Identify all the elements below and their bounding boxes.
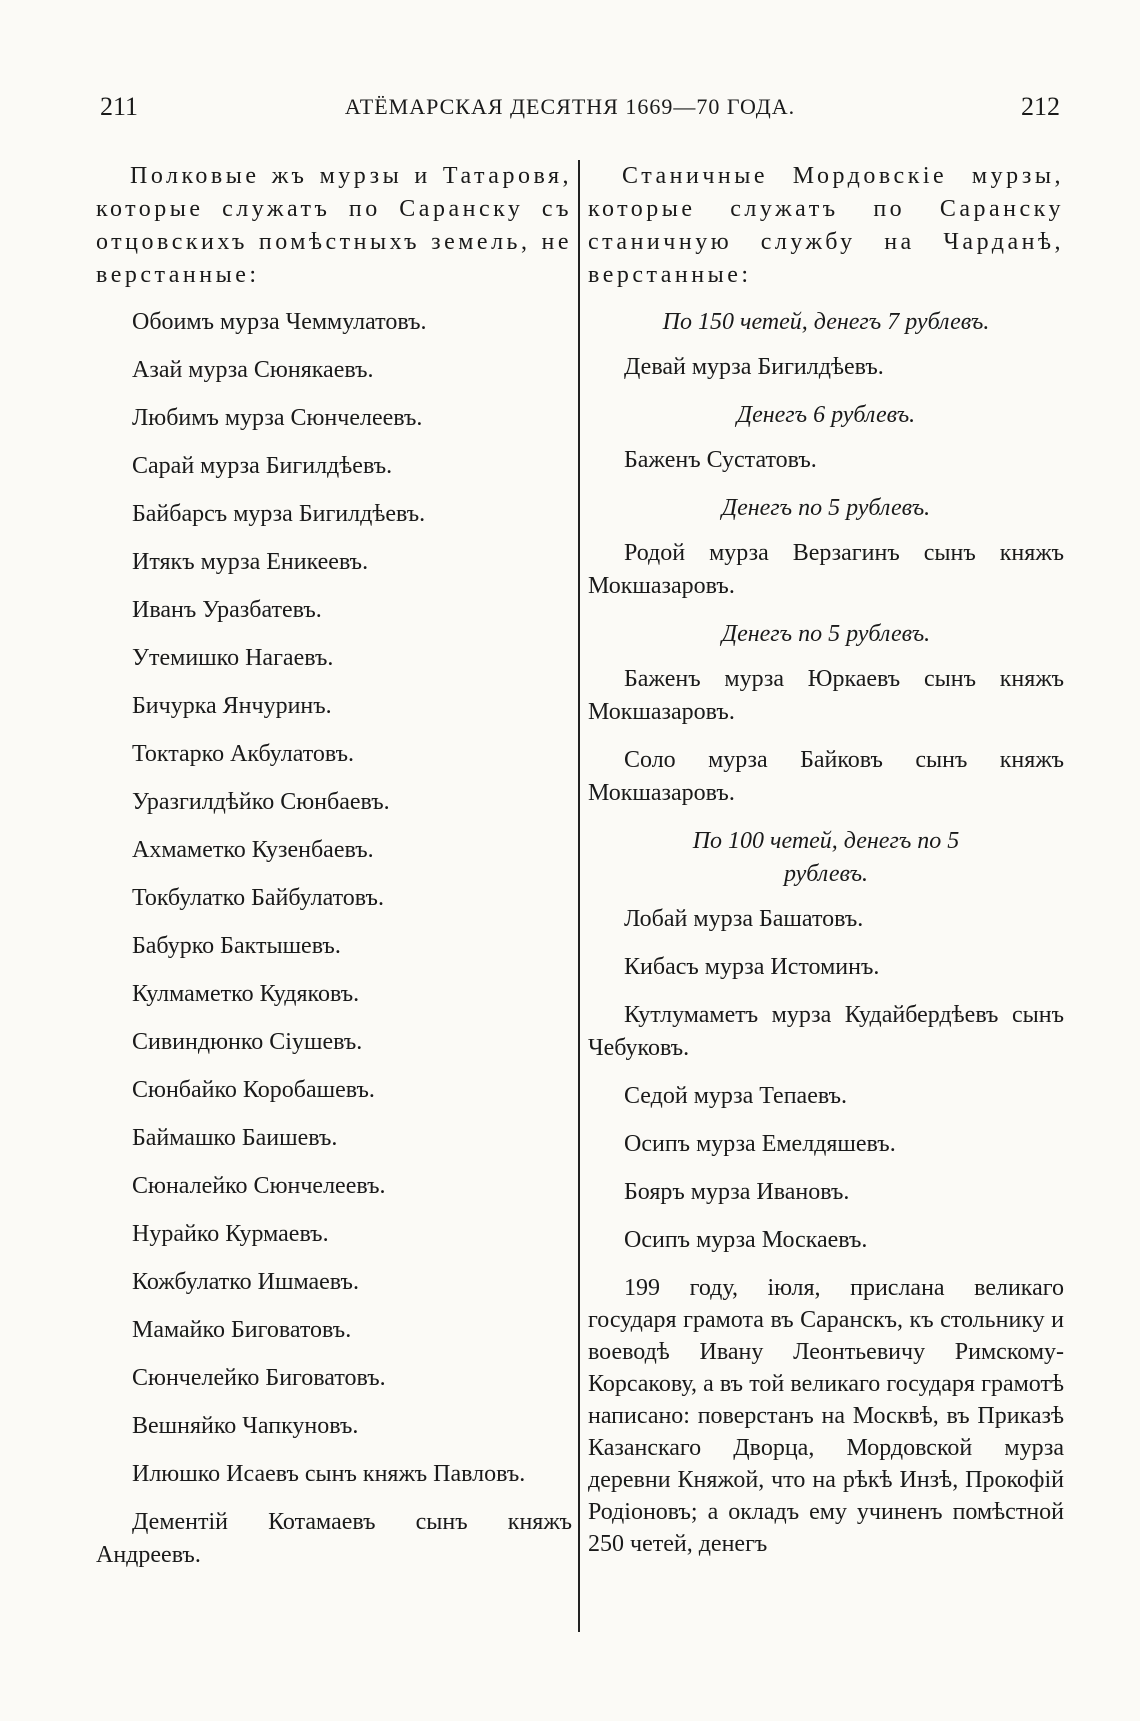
list-item: Токбулатко Байбулатовъ. <box>132 885 384 911</box>
list-item: Сюнбайко Коробашевъ. <box>132 1077 375 1103</box>
list-item: Сарай мурза Бигилдѣевъ. <box>132 453 393 479</box>
decree-paragraph: 199 году, іюля, прислана великаго государя грамота въ Саранскъ, къ стольнику и воеводѣ Ивану Леонтьевичу Римскому-Корсакову, а въ той великаго государя грамотѣ написано: поверстанъ на Москвѣ, въ Приказѣ Казанскаго Дворца, Мордовской мурза деревни Княжой, что на рѣкѣ Инзѣ, Прокофій Родіоновъ; а окладъ ему учиненъ помѣстной 250 четей, денегъ <box>588 1275 1064 1557</box>
list-item: Нурайко Курмаевъ. <box>132 1221 329 1247</box>
subheading: По 150 четей, денегъ 7 рублевъ. <box>662 309 990 335</box>
column-divider <box>578 160 580 1632</box>
list-item: Утемишко Нагаевъ. <box>132 645 334 671</box>
list-item: Соло мурза Байковъ сынъ княжъ Мокшазаровъ. <box>588 747 1064 806</box>
list-item: Бичурка Янчуринъ. <box>132 693 332 719</box>
list-item: Осипъ мурза Емелдяшевъ. <box>624 1131 896 1157</box>
list-item: Байбарсъ мурза Бигилдѣевъ. <box>132 501 426 527</box>
list-item: Вешняйко Чапкуновъ. <box>132 1413 359 1439</box>
list-item: Бабурко Бактышевъ. <box>132 933 341 959</box>
list-item: Сюналейко Сюнчелеевъ. <box>132 1173 386 1199</box>
list-item: Родой мурза Верзагинъ сынъ княжъ Мокшазаровъ. <box>588 540 1064 599</box>
list-item: Лобай мурза Башатовъ. <box>624 906 864 932</box>
list-item: Седой мурза Тепаевъ. <box>624 1083 847 1109</box>
page-number-right: 212 <box>1021 92 1060 121</box>
list-item: Уразгилдѣйко Сюнбаевъ. <box>132 789 390 815</box>
list-item: Кожбулатко Ишмаевъ. <box>132 1269 359 1295</box>
page-number-left: 211 <box>100 92 139 121</box>
list-item: Ахмаметко Кузенбаевъ. <box>132 837 374 863</box>
left-column <box>96 160 572 1587</box>
list-item: Азай мурза Сюнякаевъ. <box>132 357 374 383</box>
list-item: Бояръ мурза Ивановъ. <box>624 1179 850 1205</box>
subheading: Денегъ по 5 рублевъ. <box>721 495 931 521</box>
left-heading: Полковые жъ мурзы и Татаровя, которые служатъ по Саранску съ отцовскихъ помѣстныхъ земель, не верстанные: <box>96 163 572 288</box>
list-item: Иванъ Уразбатевъ. <box>132 597 322 623</box>
list-item: Дементій Котамаевъ сынъ княжъ Андреевъ. <box>96 1509 572 1568</box>
list-item: Кулмаметко Кудяковъ. <box>132 981 360 1007</box>
list-item: Токтарко Акбулатовъ. <box>132 741 355 767</box>
subheading: Денегъ 6 рублевъ. <box>736 402 916 428</box>
list-item: Кутлумаметъ мурза Кудайбердѣевъ сынъ Чебуковъ. <box>588 1002 1064 1061</box>
right-heading: Станичные Мордовскіе мурзы, которые служатъ по Саранску станичную службу на Чарданѣ, верстанные: <box>588 163 1064 288</box>
list-item: Любимъ мурза Сюнчелеевъ. <box>132 405 423 431</box>
page-header <box>0 92 1140 132</box>
subheading: Денегъ по 5 рублевъ. <box>721 621 931 647</box>
list-item: Мамайко Биговатовъ. <box>132 1317 352 1343</box>
list-item: Девай мурза Бигилдѣевъ. <box>624 354 884 380</box>
left-entry-list <box>96 306 572 1572</box>
right-column <box>588 160 1064 1560</box>
list-item: Сивиндюнко Сіушевъ. <box>132 1029 363 1055</box>
list-item: Кибасъ мурза Истоминъ. <box>624 954 880 980</box>
list-item: Осипъ мурза Москаевъ. <box>624 1227 868 1253</box>
subheading: По 100 четей, денегъ по 5 рублевъ. <box>692 828 960 887</box>
running-title: АТЁМАРСКАЯ ДЕСЯТНЯ 1669—70 ГОДА. <box>344 94 796 119</box>
list-item: Баженъ мурза Юркаевъ сынъ княжъ Мокшазаровъ. <box>588 666 1064 725</box>
list-item: Илюшко Исаевъ сынъ княжъ Павловъ. <box>132 1461 526 1487</box>
list-item: Баймашко Баишевъ. <box>132 1125 338 1151</box>
list-item: Сюнчелейко Биговатовъ. <box>132 1365 386 1391</box>
list-item: Итякъ мурза Еникеевъ. <box>132 549 369 575</box>
list-item: Баженъ Сустатовъ. <box>624 447 817 473</box>
list-item: Обоимъ мурза Чеммулатовъ. <box>132 309 427 335</box>
